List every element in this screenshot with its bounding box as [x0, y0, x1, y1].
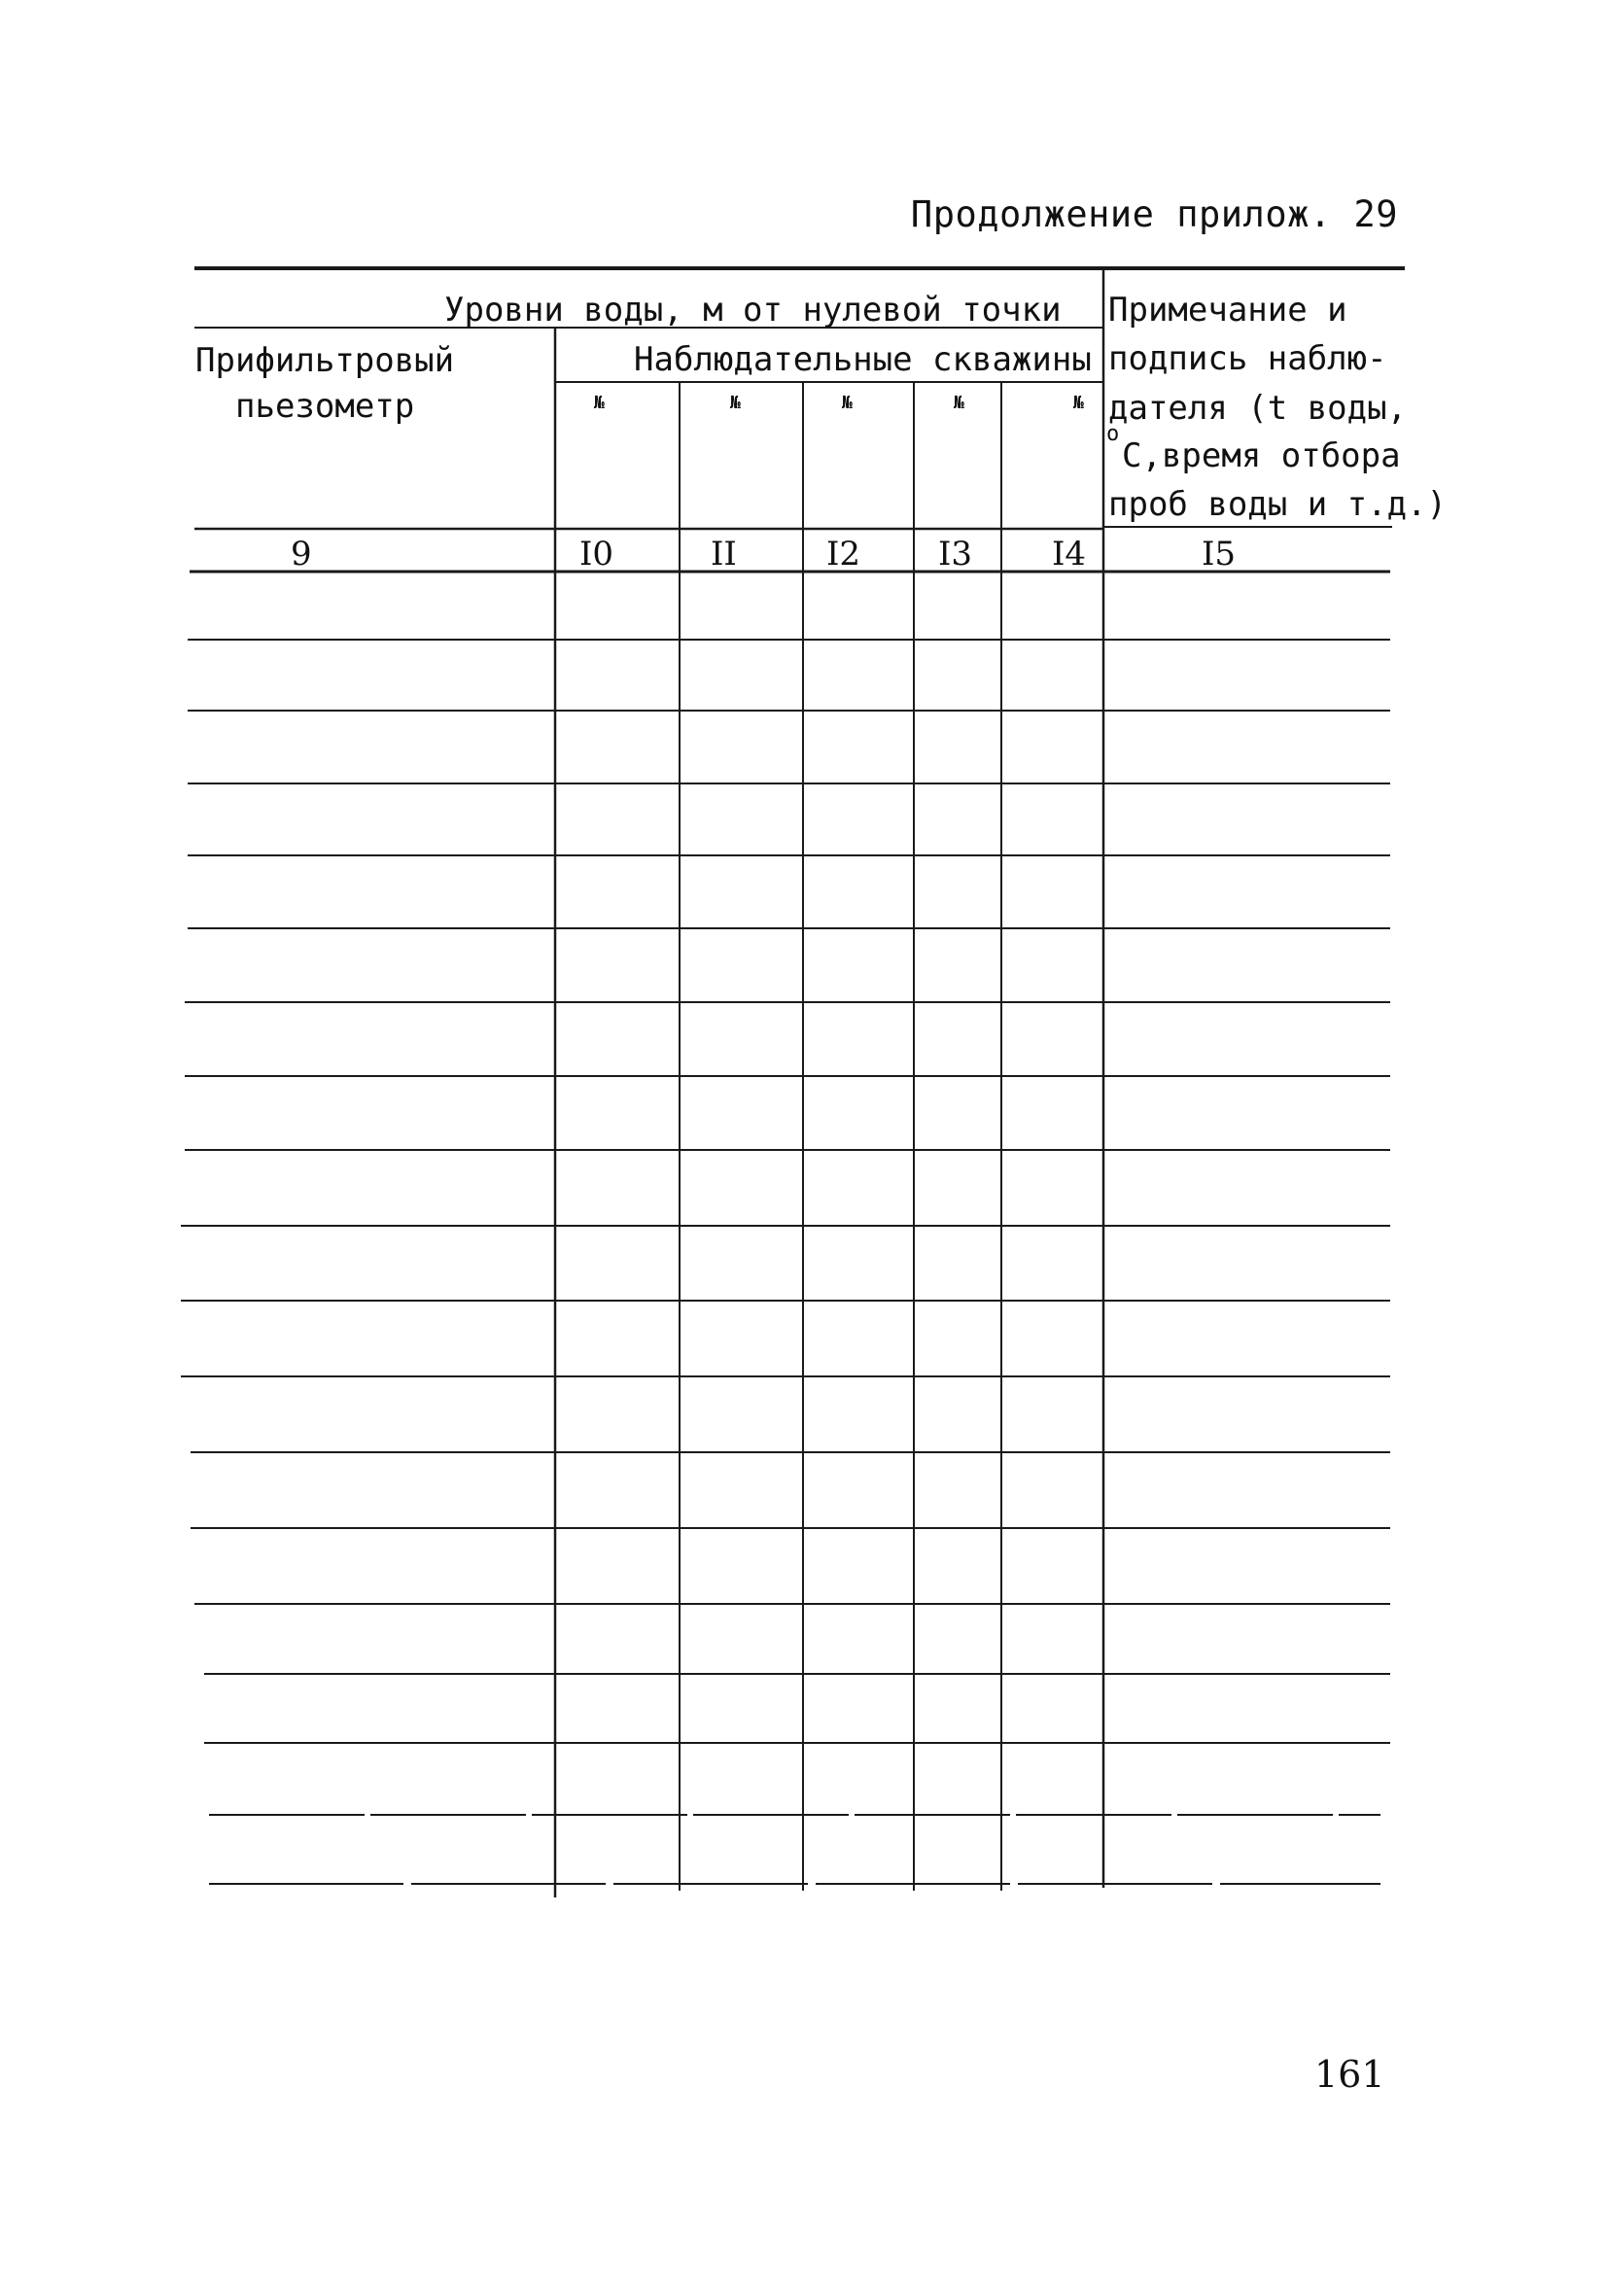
header-notes-line3: дателя (t воды,: [1108, 389, 1408, 428]
well-number-sign: №: [1073, 393, 1084, 413]
header-piezometer-line1: Прифильтровый: [195, 341, 455, 380]
header-piezometer-line2: пьезометр: [235, 387, 415, 426]
column-number-13: I3: [938, 535, 973, 574]
well-number-sign: №: [730, 393, 741, 413]
column-number-15: I5: [1202, 535, 1237, 574]
page-number: 161: [1314, 2053, 1385, 2096]
header-water-levels: Уровни воды, м от нулевой точки: [444, 291, 1062, 330]
well-number-sign: №: [594, 393, 605, 413]
well-number-sign: №: [954, 393, 964, 413]
column-number-14: I4: [1052, 535, 1087, 574]
header-observation-wells: Наблюдательные скважины: [634, 340, 1092, 379]
column-number-10: I0: [579, 535, 614, 574]
continuation-label: Продолжение прилож. 29: [910, 193, 1398, 235]
header-notes-line2: подпись наблю-: [1108, 339, 1387, 378]
table-rows: [181, 640, 1390, 1884]
column-number-12: I2: [826, 535, 861, 574]
column-number-9: 9: [291, 535, 312, 574]
header-notes-line4: C,время отбора: [1122, 436, 1401, 475]
well-number-sign: №: [842, 393, 853, 413]
header-notes-line5: проб воды и т.д.): [1108, 485, 1447, 524]
degree-mark: o: [1106, 422, 1120, 446]
column-number-11: II: [711, 535, 737, 574]
header-notes-line1: Примечание и: [1108, 291, 1347, 330]
